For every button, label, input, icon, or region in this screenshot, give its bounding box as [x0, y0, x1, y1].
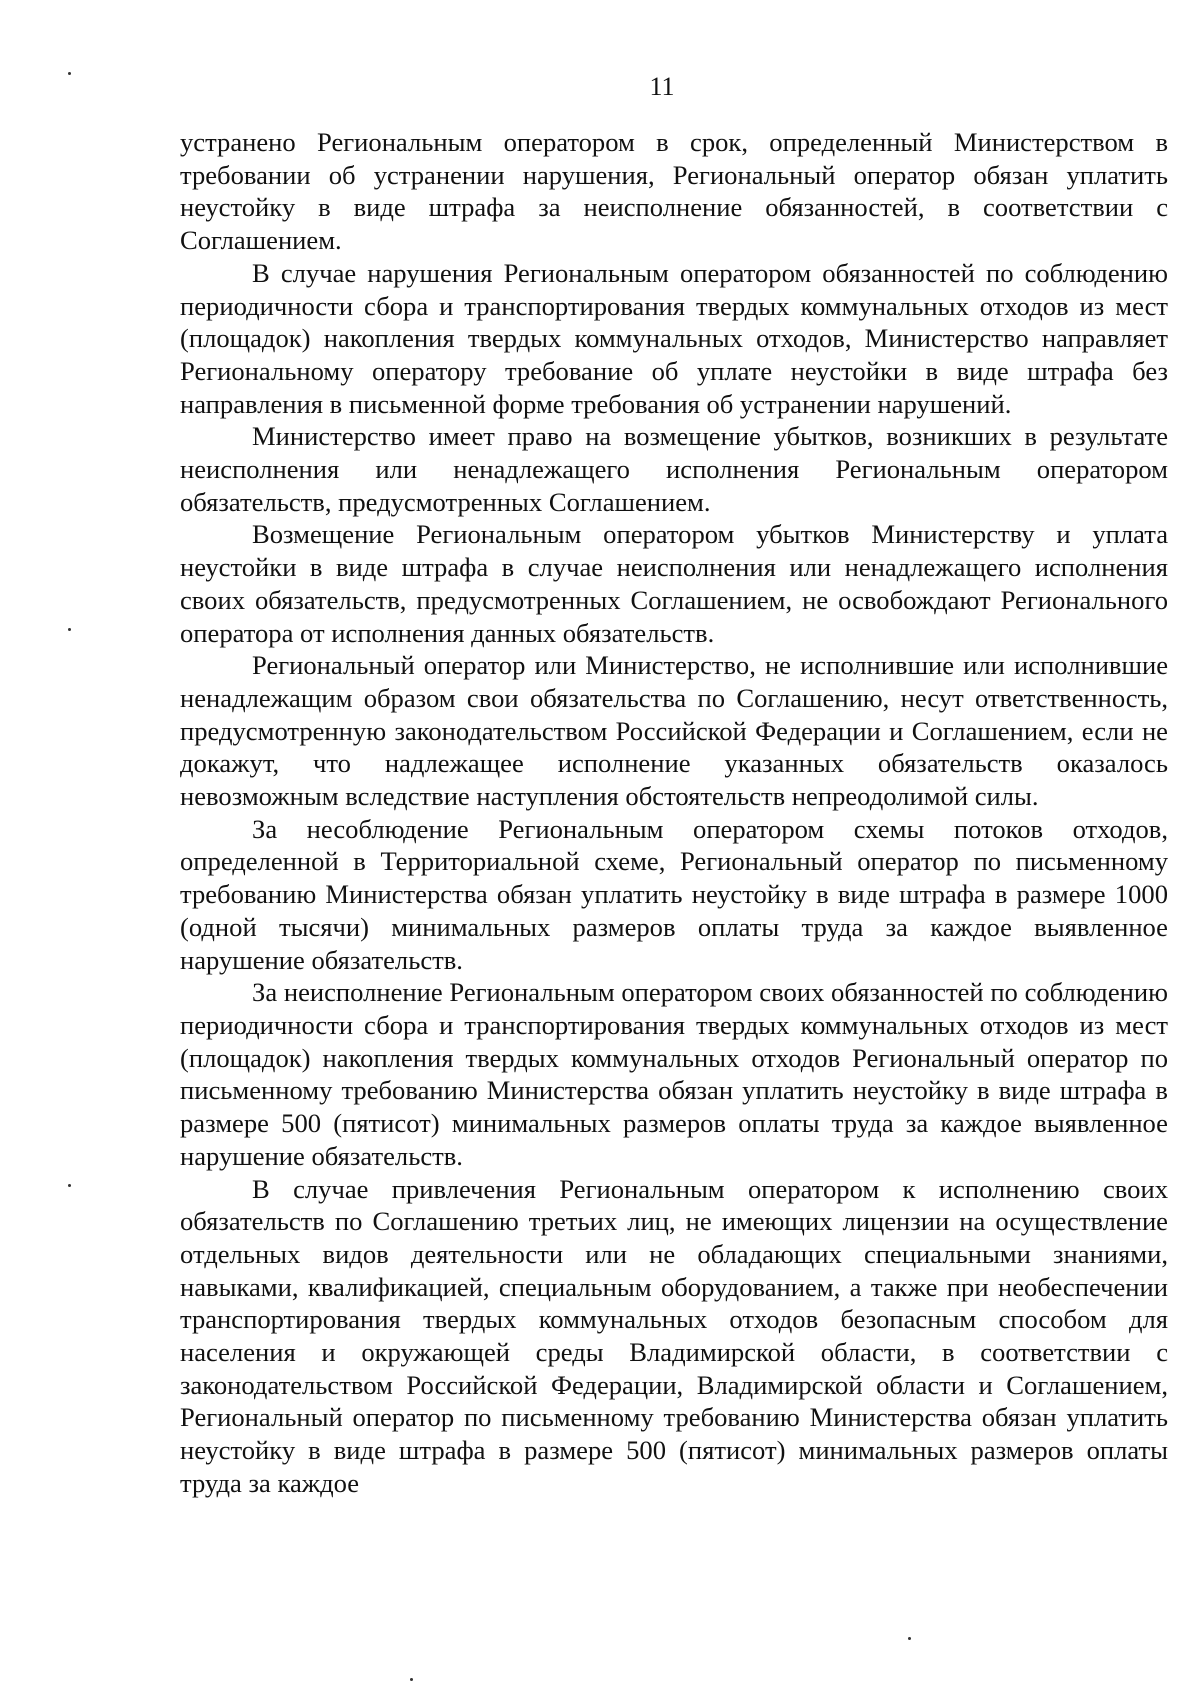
- paragraph-periodicity-penalty: За неисполнение Региональным оператором своих обязанностей по соблюдению периодичности сбора и транспортирования твердых коммунальных отходов из мест (площадок) накопления твердых коммунальных отходов Региональный оператор по письменному требованию Министерства обязан уплатить неустойку в виде штрафа в размере 500 (пятисот) минимальных размеров оплаты труда за каждое выявленное нарушение обязательств.: [180, 977, 1168, 1171]
- paragraph-damages-right: Министерство имеет право на возмещение убытков, возникших в результате неисполнения или ненадлежащего исполнения Региональным оператором обязательств, предусмотренных Соглашением.: [180, 421, 1168, 517]
- paragraph-waste-flow-penalty: За несоблюдение Региональным оператором схемы потоков отходов, определенной в Территориальной схеме, Региональный оператор по письменному требованию Министерства обязан уплатить неустойку в виде штрафа в размере 1000 (одной тысячи) минимальных размеров оплаты труда за каждое выявленное нарушение обязательств.: [180, 813, 1168, 975]
- paragraph-collection-violation: В случае нарушения Региональным оператором обязанностей по соблюдению периодичности сбора и транспортирования твердых коммунальных отходов из мест (площадок) накопления твердых коммунальных отходов, Министерство направляет Региональному оператору требование об уплате неустойки в виде штрафа без направления в письменной форме требования об устранении нарушений.: [180, 257, 1168, 419]
- scan-speck: [68, 628, 71, 631]
- document-body: [180, 126, 1168, 1500]
- page-number: 11: [649, 72, 675, 101]
- scan-speck: [68, 72, 71, 75]
- paragraph-damages-not-release: Возмещение Региональным оператором убытков Министерству и уплата неустойки в виде штрафа в случае неисполнения или ненадлежащего исполнения своих обязательств, предусмотренных Соглашением, не освобождают Регионального оператора от исполнения данных обязательств.: [180, 519, 1168, 648]
- paragraph-third-parties-penalty: В случае привлечения Региональным оператором к исполнению своих обязательств по Соглашению третьих лиц, не имеющих лицензии на осуществление отдельных видов деятельности или не обладающих специальными знаниями, навыками, квалификацией, специальным оборудованием, а также при необеспечении транспортирования твердых коммунальных отходов безопасным способом для населения и окружающей среды Владимирской области, в соответствии с законодательством Российской Федерации, Владимирской области и Соглашением, Региональный оператор по письменному требованию Министерства обязан уплатить неустойку в виде штрафа в размере 500 (пятисот) минимальных размеров оплаты труда за каждое: [180, 1173, 1168, 1498]
- scan-speck: [908, 1637, 911, 1640]
- scan-speck: [410, 1678, 413, 1681]
- scan-speck: [68, 1184, 71, 1187]
- paragraph-continuation: устранено Региональным оператором в срок, определенный Министерством в требовании об устранении нарушения, Региональный оператор обязан уплатить неустойку в виде штрафа за неисполнение обязанностей, в соответствии с Соглашением.: [180, 127, 1168, 256]
- paragraph-liability: Региональный оператор или Министерство, не исполнившие или исполнившие ненадлежащим образом свои обязательства по Соглашению, несут ответственность, предусмотренную законодательством Российской Федерации и Соглашением, если не докажут, что надлежащее исполнение указанных обязательств оказалось невозможным вследствие наступления обстоятельств непреодолимой силы.: [180, 650, 1168, 812]
